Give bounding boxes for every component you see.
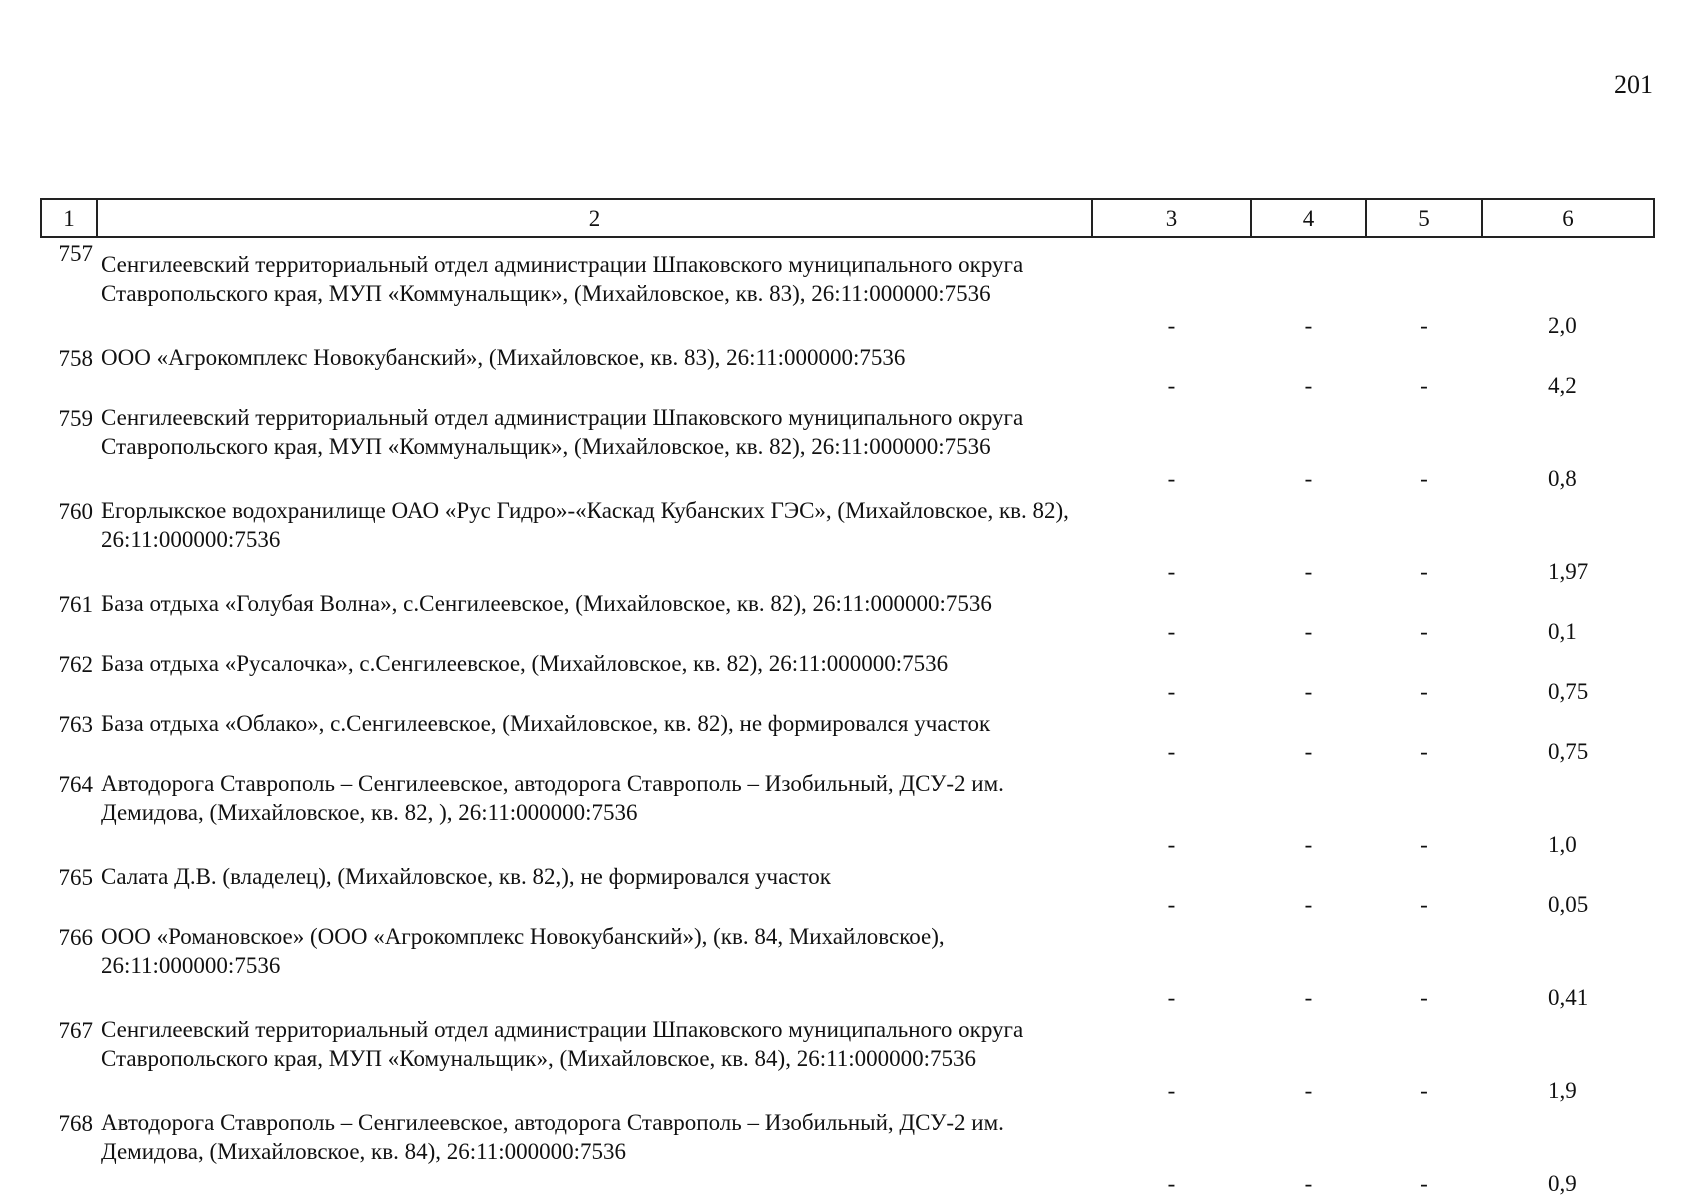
row-number: 764 (58, 772, 93, 797)
row-description: Сенгилеевский территориальный отдел администрации Шпаковского муниципального округа Ставропольского края, МУП «Коммунальщик», (Михайловское, кв. 82), 26:11:000000:7536 (101, 405, 1024, 459)
table-row (41, 862, 1654, 922)
header-row (41, 199, 1654, 237)
row-col4-value: - (1304, 832, 1313, 857)
row-col5-value: - (1420, 466, 1428, 491)
row-description: База отдыха «Русалочка», с.Сенгилеевское, (Михайловское, кв. 82), 26:11:000000:7536 (101, 651, 949, 676)
row-col6-value: 0,05 (1548, 892, 1589, 917)
table-row (41, 709, 1654, 769)
row-number: 757 (58, 241, 93, 266)
row-col3-value: - (1167, 1078, 1176, 1103)
row-number: 768 (58, 1111, 93, 1136)
table-header (41, 199, 1654, 237)
row-number: 767 (58, 1018, 93, 1043)
row-col6-value: 1,9 (1548, 1078, 1577, 1103)
table-row (41, 1015, 1654, 1108)
row-col5-value: - (1420, 892, 1428, 917)
row-col3-value: - (1167, 832, 1176, 857)
row-col5-value: - (1420, 985, 1428, 1010)
row-col3-value: - (1167, 892, 1176, 917)
row-col4-value: - (1304, 1171, 1313, 1196)
table-row (41, 922, 1654, 1015)
row-col4-value: - (1304, 619, 1313, 644)
row-col6-value: 0,75 (1548, 679, 1589, 704)
row-col4-value: - (1304, 892, 1313, 917)
row-description: База отдыха «Облако», с.Сенгилеевское, (Михайловское, кв. 82), не формировался участок (101, 711, 991, 736)
row-col4-value: - (1304, 313, 1313, 338)
column-header-4: 4 (1251, 199, 1366, 237)
table-row (41, 769, 1654, 862)
row-description: Сенгилеевский территориальный отдел администрации Шпаковского муниципального округа Ставропольского края, МУП «Комунальщик», (Михайловское, кв. 84), 26:11:000000:7536 (101, 1017, 1024, 1071)
row-number: 762 (58, 652, 93, 677)
row-col4-value: - (1304, 466, 1313, 491)
row-col4-value: - (1304, 559, 1313, 584)
column-header-3: 3 (1092, 199, 1251, 237)
row-description: Сенгилеевский территориальный отдел администрации Шпаковского муниципального округа Ставропольского края, МУП «Коммунальщик», (Михайловское, кв. 83), 26:11:000000:7536 (101, 252, 1024, 306)
table-row (41, 649, 1654, 709)
row-col4-value: - (1304, 739, 1313, 764)
row-col3-value: - (1167, 679, 1176, 704)
table-body (41, 237, 1654, 1201)
row-number: 761 (58, 592, 93, 617)
table-row (41, 343, 1654, 403)
row-description: Егорлыкское водохранилище ОАО «Рус Гидро»-«Каскад Кубанских ГЭС», (Михайловское, кв. 82), 26:11:000000:7536 (101, 498, 1069, 552)
column-header-5: 5 (1366, 199, 1482, 237)
column-header-6: 6 (1482, 199, 1654, 237)
row-col5-value: - (1420, 1171, 1428, 1196)
row-number: 758 (58, 346, 93, 371)
row-col3-value: - (1167, 1171, 1176, 1196)
row-col3-value: - (1167, 619, 1176, 644)
row-number: 763 (58, 712, 93, 737)
row-col5-value: - (1420, 373, 1428, 398)
row-col4-value: - (1304, 1078, 1313, 1103)
row-number: 765 (58, 865, 93, 890)
row-number: 759 (58, 406, 93, 431)
row-col5-value: - (1420, 679, 1428, 704)
table-row (41, 1108, 1654, 1201)
row-col6-value: 0,8 (1548, 466, 1577, 491)
table-row (41, 403, 1654, 496)
row-number: 766 (58, 925, 93, 950)
land-plots-table (40, 198, 1655, 1201)
page-number: 201 (1614, 70, 1653, 99)
row-col6-value: 4,2 (1548, 373, 1577, 398)
row-col3-value: - (1167, 466, 1176, 491)
row-col5-value: - (1420, 619, 1428, 644)
row-description: Салата Д.В. (владелец), (Михайловское, кв. 82,), не формировался участок (101, 864, 831, 889)
row-col6-value: 0,1 (1548, 619, 1577, 644)
row-description: Автодорога Ставрополь – Сенгилеевское, автодорога Ставрополь – Изобильный, ДСУ-2 им. Демидова, (Михайловское, кв. 82, ), 26:11:000000:7536 (101, 771, 1004, 825)
row-col3-value: - (1167, 985, 1176, 1010)
row-col5-value: - (1420, 1078, 1428, 1103)
row-col3-value: - (1167, 373, 1176, 398)
row-col3-value: - (1167, 739, 1176, 764)
row-col6-value: 2,0 (1548, 313, 1577, 338)
row-col4-value: - (1304, 373, 1313, 398)
row-col5-value: - (1420, 739, 1428, 764)
row-col3-value: - (1167, 313, 1176, 338)
table-row (41, 496, 1654, 589)
row-col3-value: - (1167, 559, 1176, 584)
table-row (41, 589, 1654, 649)
row-col5-value: - (1420, 559, 1428, 584)
row-col6-value: 1,97 (1548, 559, 1589, 584)
table-row (41, 237, 1654, 343)
row-number: 760 (58, 499, 93, 524)
row-description: ООО «Агрокомплекс Новокубанский», (Михайловское, кв. 83), 26:11:000000:7536 (101, 345, 906, 370)
row-col5-value: - (1420, 832, 1428, 857)
column-header-2: 2 (97, 199, 1092, 237)
row-description: Автодорога Ставрополь – Сенгилеевское, автодорога Ставрополь – Изобильный, ДСУ-2 им. Демидова, (Михайловское, кв. 84), 26:11:000000:7536 (101, 1110, 1004, 1164)
row-col6-value: 0,75 (1548, 739, 1589, 764)
column-header-1: 1 (41, 199, 97, 237)
row-col6-value: 1,0 (1548, 832, 1577, 857)
row-col5-value: - (1420, 313, 1428, 338)
row-col6-value: 0,41 (1548, 985, 1589, 1010)
row-col4-value: - (1304, 985, 1313, 1010)
row-description: База отдыха «Голубая Волна», с.Сенгилеевское, (Михайловское, кв. 82), 26:11:000000:7536 (101, 591, 992, 616)
row-col6-value: 0,9 (1548, 1171, 1577, 1196)
row-description: ООО «Романовское» (ООО «Агрокомплекс Новокубанский»), (кв. 84, Михайловское), 26:11:000000:7536 (101, 924, 945, 978)
row-col4-value: - (1304, 679, 1313, 704)
